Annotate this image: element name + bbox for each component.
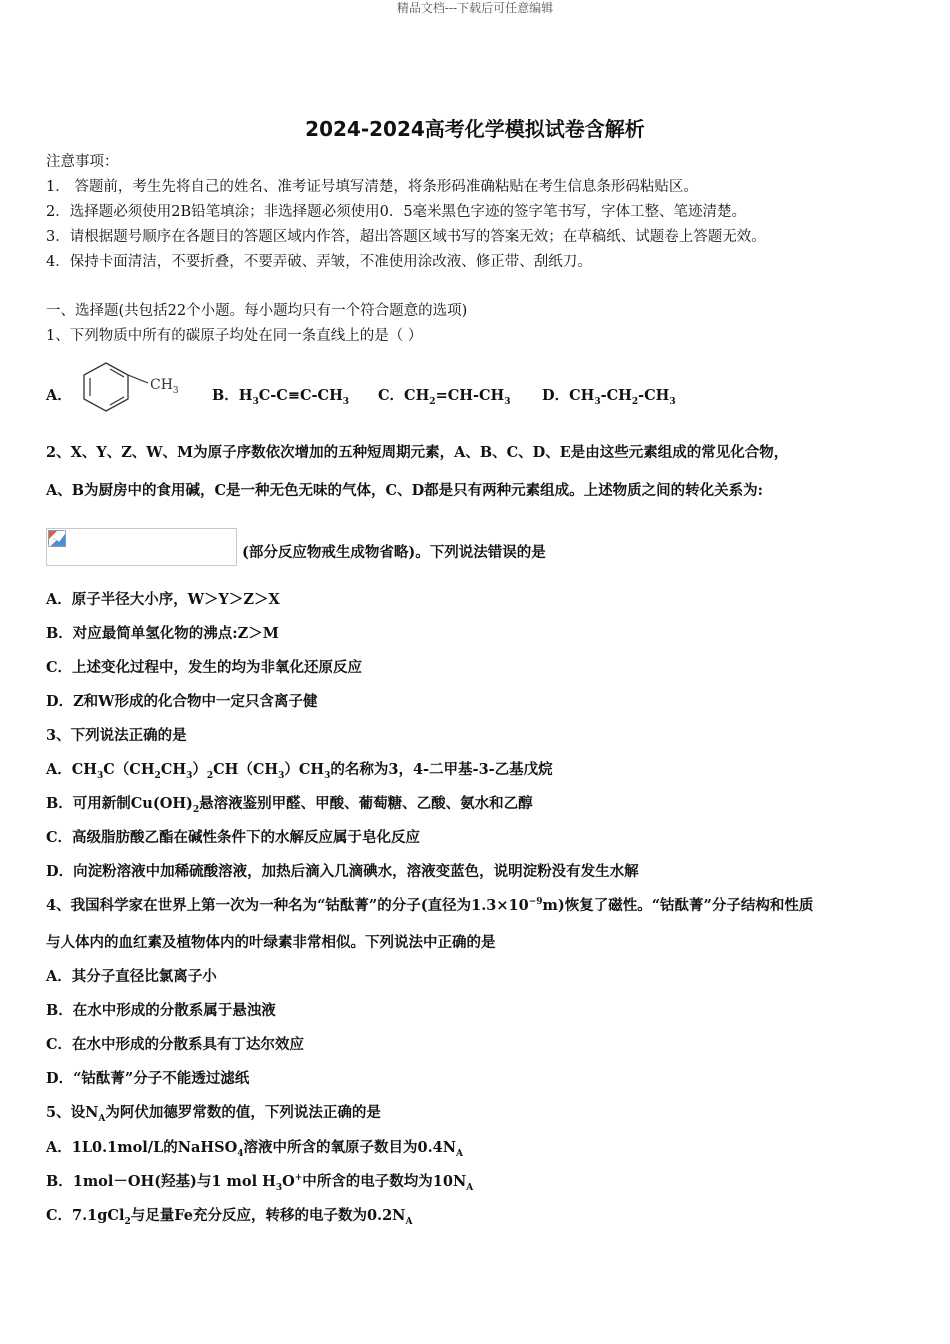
q5-option-c: C．7.1gCl$_2$与足量Fe充分反应，转移的电子数为$0.2N_A$ bbox=[46, 1207, 413, 1227]
q1-a-substituent: CH bbox=[150, 377, 173, 393]
notice-item-3: 3．请根据题号顺序在各题目的答题区域内作答，超出答题区域书写的答案无效；在草稿纸、试题卷上答题无效。 bbox=[46, 229, 766, 245]
question-2-stem-line1: 2、X、Y、Z、W、M为原子序数依次增加的五种短周期元素，A、B、C、D、E是由这些元素组成的常见化合物， bbox=[46, 444, 789, 461]
q1-option-b: B．$H_3C-C\equiv C-CH_3$ bbox=[212, 387, 350, 407]
q1-option-a-label: A． bbox=[46, 387, 72, 404]
q3-option-a: A．$CH_3C(CH_2CH_3)_2CH(CH_3)CH_3$的名称为3，4-二甲基-3-乙基戊烷 bbox=[46, 761, 553, 781]
question-2-stem-line3: (部分反应物戒生成物省略)。下列说法错误的是 bbox=[242, 544, 546, 561]
question-5-stem: 5、设$N_A$为阿伏加德罗常数的值，下列说法正确的是 bbox=[46, 1104, 381, 1124]
q3-option-c: C．高级脂肪酸乙酯在碱性条件下的水解反应属于皂化反应 bbox=[46, 829, 421, 846]
q4-option-b: B．在水中形成的分散系属于悬浊液 bbox=[46, 1002, 276, 1019]
q2-option-a: A．原子半径大小序，W＞Y＞Z＞X bbox=[46, 591, 280, 608]
question-4-stem-line1: 4、我国科学家在世界上第一次为一种名为“钴酞菁”的分子(直径为$1.3\times 10^{-9}m$)恢复了磁性。“钴酞菁”分子结构和性质 bbox=[46, 897, 814, 914]
question-4-stem-line2: 与人体内的血红素及植物体内的叶绿素非常相似。下列说法中正确的是 bbox=[46, 934, 496, 951]
q1-option-c: C．$CH_2=CH-CH_3$ bbox=[378, 387, 511, 407]
reaction-diagram-image-placeholder bbox=[46, 528, 237, 566]
notice-item-1: 1． 答题前，考生先将自己的姓名、准考证号填写清楚，将条形码准确粘贴在考生信息条形码粘贴区。 bbox=[46, 179, 698, 195]
q2-option-c: C．上述变化过程中，发生的均为非氧化还原反应 bbox=[46, 659, 363, 676]
q5-option-b: B．1mol－OH(羟基)与1 mol $H_3O^+$中所含的电子数均为$10N_A$ bbox=[46, 1173, 474, 1193]
question-1-stem: 1、下列物质中所有的碳原子均处在同一条直线上的是（ ） bbox=[46, 328, 423, 344]
question-2-stem-line2: A、B为厨房中的食用碱，C是一种无色无味的气体，C、D都是只有两种元素组成。上述物质之间的转化关系为: bbox=[46, 482, 764, 499]
toluene-structure-icon bbox=[76, 358, 186, 414]
document-title: 2024-2024高考化学模拟试卷含解析 bbox=[305, 117, 645, 141]
q3-option-b: B．可用新制$Cu(OH)_2$悬溶液鉴别甲醛、甲酸、葡萄糖、乙酸、氨水和乙醇 bbox=[46, 795, 533, 815]
q4-option-a: A．其分子直径比氯离子小 bbox=[46, 968, 217, 985]
notice-heading: 注意事项： bbox=[46, 154, 119, 170]
q2-option-d: D．Z和W形成的化合物中一定只含离子健 bbox=[46, 693, 318, 710]
q4-option-c: C．在水中形成的分散系具有丁达尔效应 bbox=[46, 1036, 305, 1053]
q3-option-d: D．向淀粉溶液中加稀硫酸溶液，加热后滴入几滴碘水，溶液变蓝色，说明淀粉没有发生水解 bbox=[46, 863, 639, 880]
q1-a-sub: 3 bbox=[172, 386, 179, 396]
page-watermark-header: 精品文档---下载后可任意编辑 bbox=[396, 1, 554, 15]
q2-option-b: B．对应最简单氢化物的沸点:Z＞M bbox=[46, 625, 279, 642]
svg-text:CH3 bbox=[150, 377, 179, 396]
question-1-options bbox=[46, 358, 906, 418]
q1-option-d: D．$CH_3-CH_2-CH_3$ bbox=[542, 387, 676, 407]
notice-item-2: 2．选择题必须使用2B铅笔填涂；非选择题必须使用0．5毫米黑色字迹的签字笔书写，字体工整、笔迹清楚。 bbox=[46, 204, 747, 220]
q4-option-d: D．“钴酞菁”分子不能透过滤纸 bbox=[46, 1070, 250, 1087]
q5-option-a: A．1L0.1mol/L的NaHSO$_4$溶液中所含的氧原子数目为$0.4N_A$ bbox=[46, 1139, 463, 1159]
section-title: 一、选择题(共包括22个小题。每小题均只有一个符合题意的选项) bbox=[46, 303, 468, 319]
broken-image-icon bbox=[48, 530, 66, 547]
notice-item-4: 4．保持卡面清洁，不要折叠，不要弄破、弄皱，不准使用涂改液、修正带、刮纸刀。 bbox=[46, 254, 592, 270]
question-3-stem: 3、下列说法正确的是 bbox=[46, 727, 187, 744]
